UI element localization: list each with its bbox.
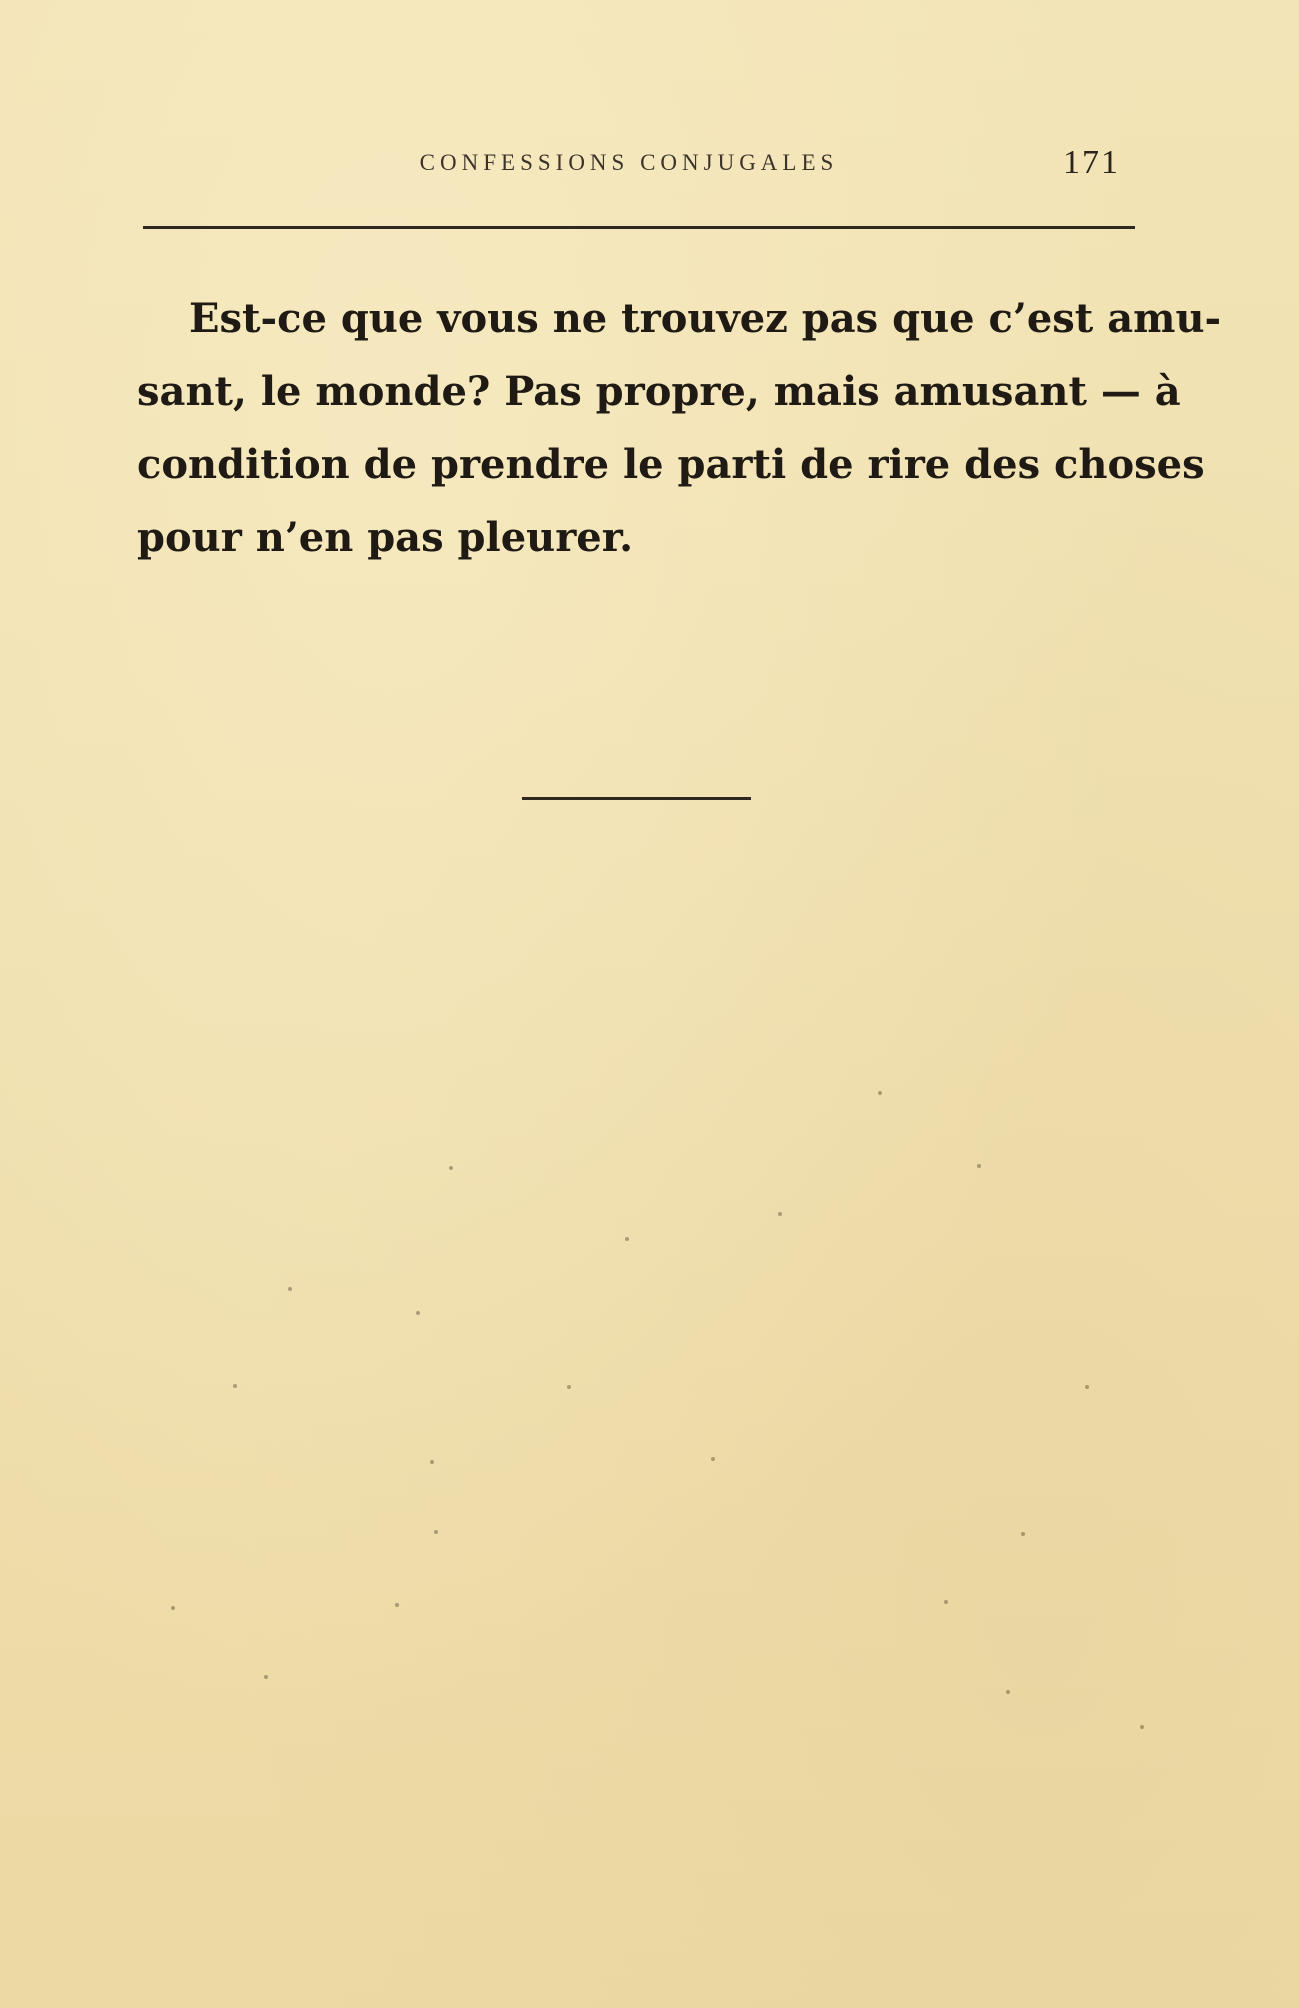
text-line: sant, le monde? Pas propre, mais amusant — à — [137, 368, 1181, 415]
paper-speck — [878, 1091, 882, 1095]
paper-speck — [449, 1166, 453, 1170]
paper-speck — [1140, 1725, 1144, 1729]
paper-speck — [778, 1212, 782, 1216]
body-paragraph — [137, 282, 1222, 574]
text-line: Est-ce que vous ne trouvez pas que c’est amu- — [189, 295, 1222, 342]
text-line: pour n’en pas pleurer. — [137, 514, 634, 561]
paper-speck — [288, 1287, 292, 1291]
header-rule — [143, 226, 1135, 229]
text-line: condition de prendre le parti de rire des choses — [137, 441, 1205, 488]
paper-speck — [625, 1237, 629, 1241]
page-number: 171 — [1063, 144, 1120, 181]
paper-speck — [264, 1675, 268, 1679]
paper-speck — [711, 1457, 715, 1461]
paper-speck — [395, 1603, 399, 1607]
paper-speck — [416, 1311, 420, 1315]
section-end-rule — [522, 797, 751, 800]
paper-speck — [430, 1460, 434, 1464]
paper-speck — [944, 1600, 948, 1604]
running-head — [143, 144, 1135, 188]
running-title: CONFESSIONS CONJUGALES — [419, 150, 839, 175]
paper-speck — [1085, 1385, 1089, 1389]
paper-speck — [977, 1164, 981, 1168]
paper-speck — [567, 1385, 571, 1389]
paper-speck — [233, 1384, 237, 1388]
paper-speck — [1006, 1690, 1010, 1694]
paper-speck — [171, 1606, 175, 1610]
paper-speck — [1021, 1532, 1025, 1536]
paper-speck — [434, 1530, 438, 1534]
